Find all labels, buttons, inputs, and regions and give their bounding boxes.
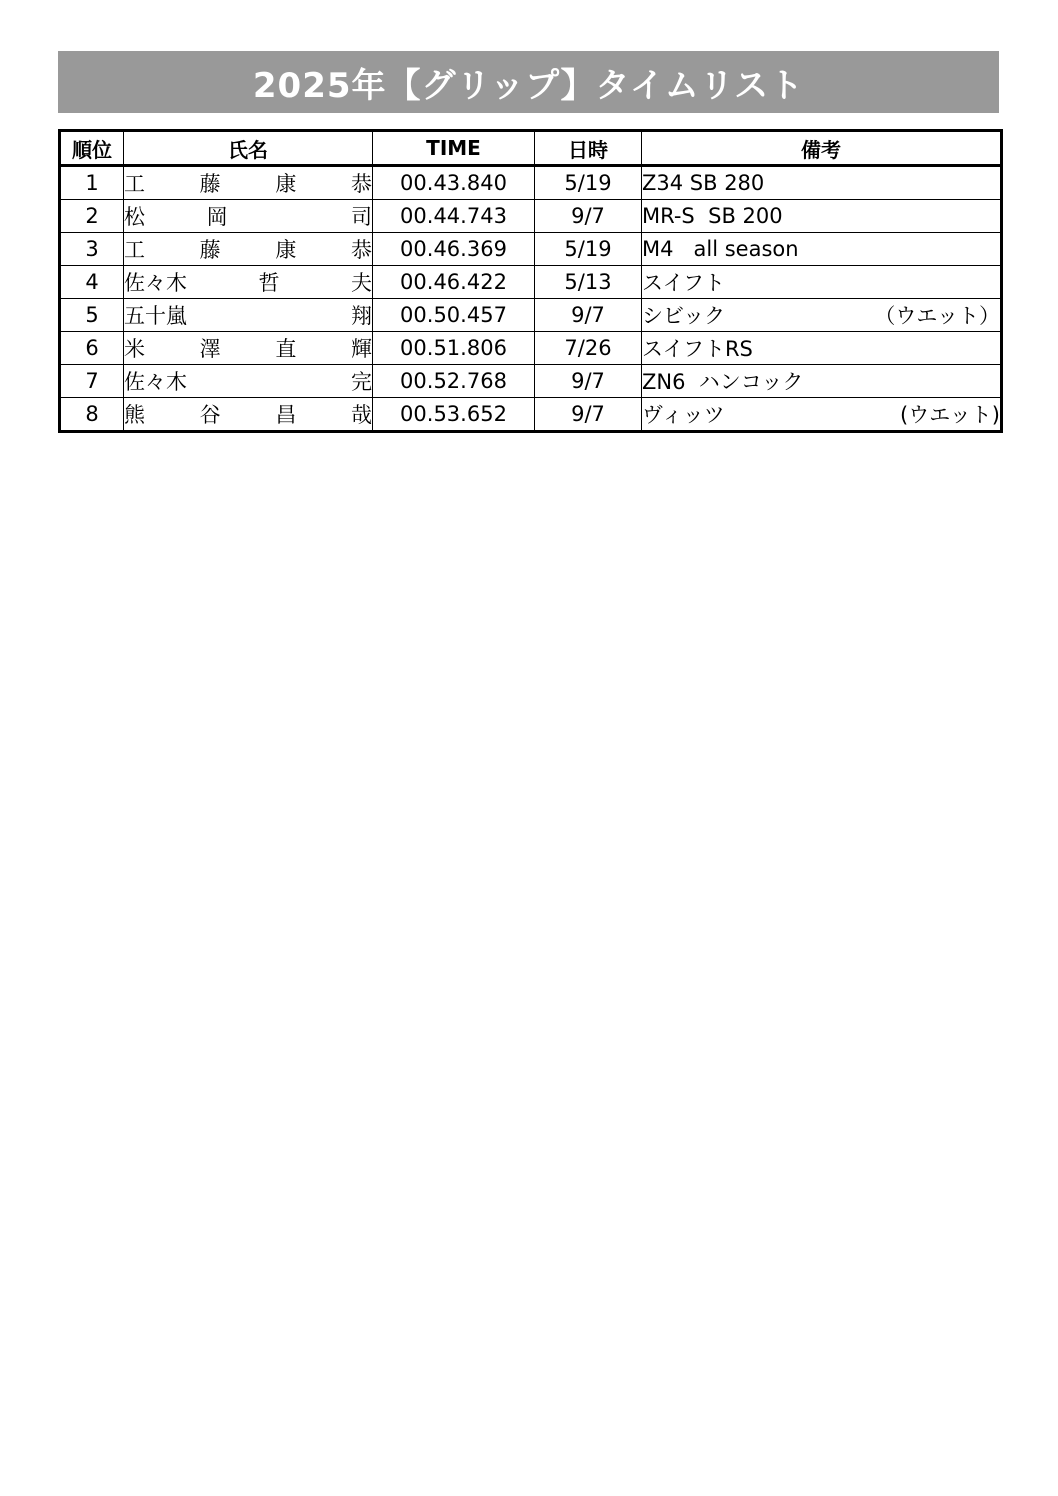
name-part: 藤 <box>199 238 221 262</box>
name-part: 米 <box>124 337 145 361</box>
time-cell: 00.46.422 <box>373 266 535 299</box>
time-cell: 00.50.457 <box>373 299 535 332</box>
name-part: 直 <box>275 337 297 361</box>
rank-cell: 7 <box>60 365 124 398</box>
name-part: 翔 <box>351 304 372 328</box>
date-cell: 7/26 <box>535 332 642 365</box>
rank-cell: 3 <box>60 233 124 266</box>
note-cell <box>642 398 1002 432</box>
date-cell: 9/7 <box>535 200 642 233</box>
table-row <box>60 233 1002 266</box>
column-header-date: 日時 <box>535 131 642 166</box>
name-part: 熊 <box>124 403 145 427</box>
time-cell: 00.44.743 <box>373 200 535 233</box>
name-part: 夫 <box>351 271 372 295</box>
time-cell: 00.46.369 <box>373 233 535 266</box>
name-part: 司 <box>350 205 372 229</box>
table-row <box>60 398 1002 432</box>
column-header-rank: 順位 <box>60 131 124 166</box>
date-cell: 5/19 <box>535 166 642 200</box>
date-cell: 9/7 <box>535 299 642 332</box>
time-list-table <box>58 129 1003 433</box>
page-title: 2025年【グリップ】タイムリスト <box>58 51 999 113</box>
name-cell <box>124 332 373 365</box>
date-cell: 5/13 <box>535 266 642 299</box>
name-part: 工 <box>124 238 145 262</box>
rank-cell: 6 <box>60 332 124 365</box>
name-part: 哲 <box>258 271 280 295</box>
rank-cell: 5 <box>60 299 124 332</box>
note-text: スイフト <box>642 271 725 295</box>
name-part: 康 <box>275 238 297 262</box>
name-part: 恭 <box>350 172 372 196</box>
note-text: スイフトRS <box>642 337 753 361</box>
note-cell <box>642 365 1002 398</box>
rank-cell: 8 <box>60 398 124 432</box>
name-part: 松 <box>124 205 145 229</box>
note-text: ヴィッツ <box>642 403 725 427</box>
name-part: 恭 <box>350 238 372 262</box>
column-header-time: TIME <box>373 131 535 166</box>
column-header-note: 備考 <box>642 131 1002 166</box>
table-row <box>60 266 1002 299</box>
note-text: ZN6 ハンコック <box>642 370 804 394</box>
name-part: 哉 <box>350 403 372 427</box>
date-cell: 5/19 <box>535 233 642 266</box>
name-part: 輝 <box>350 337 372 361</box>
note-cell <box>642 233 1002 266</box>
name-part: 完 <box>351 370 372 394</box>
note-cell <box>642 166 1002 200</box>
name-part: 五十嵐 <box>124 304 187 328</box>
name-part: 佐々木 <box>124 370 187 394</box>
column-header-name: 氏名 <box>124 131 373 166</box>
name-cell <box>124 166 373 200</box>
name-cell <box>124 233 373 266</box>
time-cell: 00.51.806 <box>373 332 535 365</box>
rank-cell: 4 <box>60 266 124 299</box>
name-cell <box>124 365 373 398</box>
name-cell <box>124 398 373 432</box>
note-text: M4 all season <box>642 237 799 261</box>
name-part: 藤 <box>199 172 221 196</box>
note-extra: （ウエット） <box>874 304 1000 328</box>
date-cell: 9/7 <box>535 398 642 432</box>
note-text: Z34 SB 280 <box>642 171 765 195</box>
name-part: 谷 <box>199 403 221 427</box>
name-part: 工 <box>124 172 145 196</box>
note-text: MR-S SB 200 <box>642 204 783 228</box>
name-cell <box>124 299 373 332</box>
note-cell <box>642 266 1002 299</box>
table-row <box>60 200 1002 233</box>
rank-cell: 2 <box>60 200 124 233</box>
time-cell: 00.53.652 <box>373 398 535 432</box>
table-row <box>60 299 1002 332</box>
table-header-row <box>60 131 1002 166</box>
name-part: 岡 <box>206 205 228 229</box>
note-text: シビック <box>642 304 726 328</box>
table-row <box>60 332 1002 365</box>
name-part: 康 <box>275 172 297 196</box>
name-part: 澤 <box>199 337 221 361</box>
time-cell: 00.43.840 <box>373 166 535 200</box>
note-extra: (ウエット) <box>900 403 1000 427</box>
date-cell: 9/7 <box>535 365 642 398</box>
name-cell <box>124 266 373 299</box>
note-cell <box>642 332 1002 365</box>
name-part: 佐々木 <box>124 271 187 295</box>
time-cell: 00.52.768 <box>373 365 535 398</box>
note-cell <box>642 299 1002 332</box>
name-part: 昌 <box>275 403 297 427</box>
table-row <box>60 166 1002 200</box>
rank-cell: 1 <box>60 166 124 200</box>
note-cell <box>642 200 1002 233</box>
table-row <box>60 365 1002 398</box>
name-cell <box>124 200 373 233</box>
